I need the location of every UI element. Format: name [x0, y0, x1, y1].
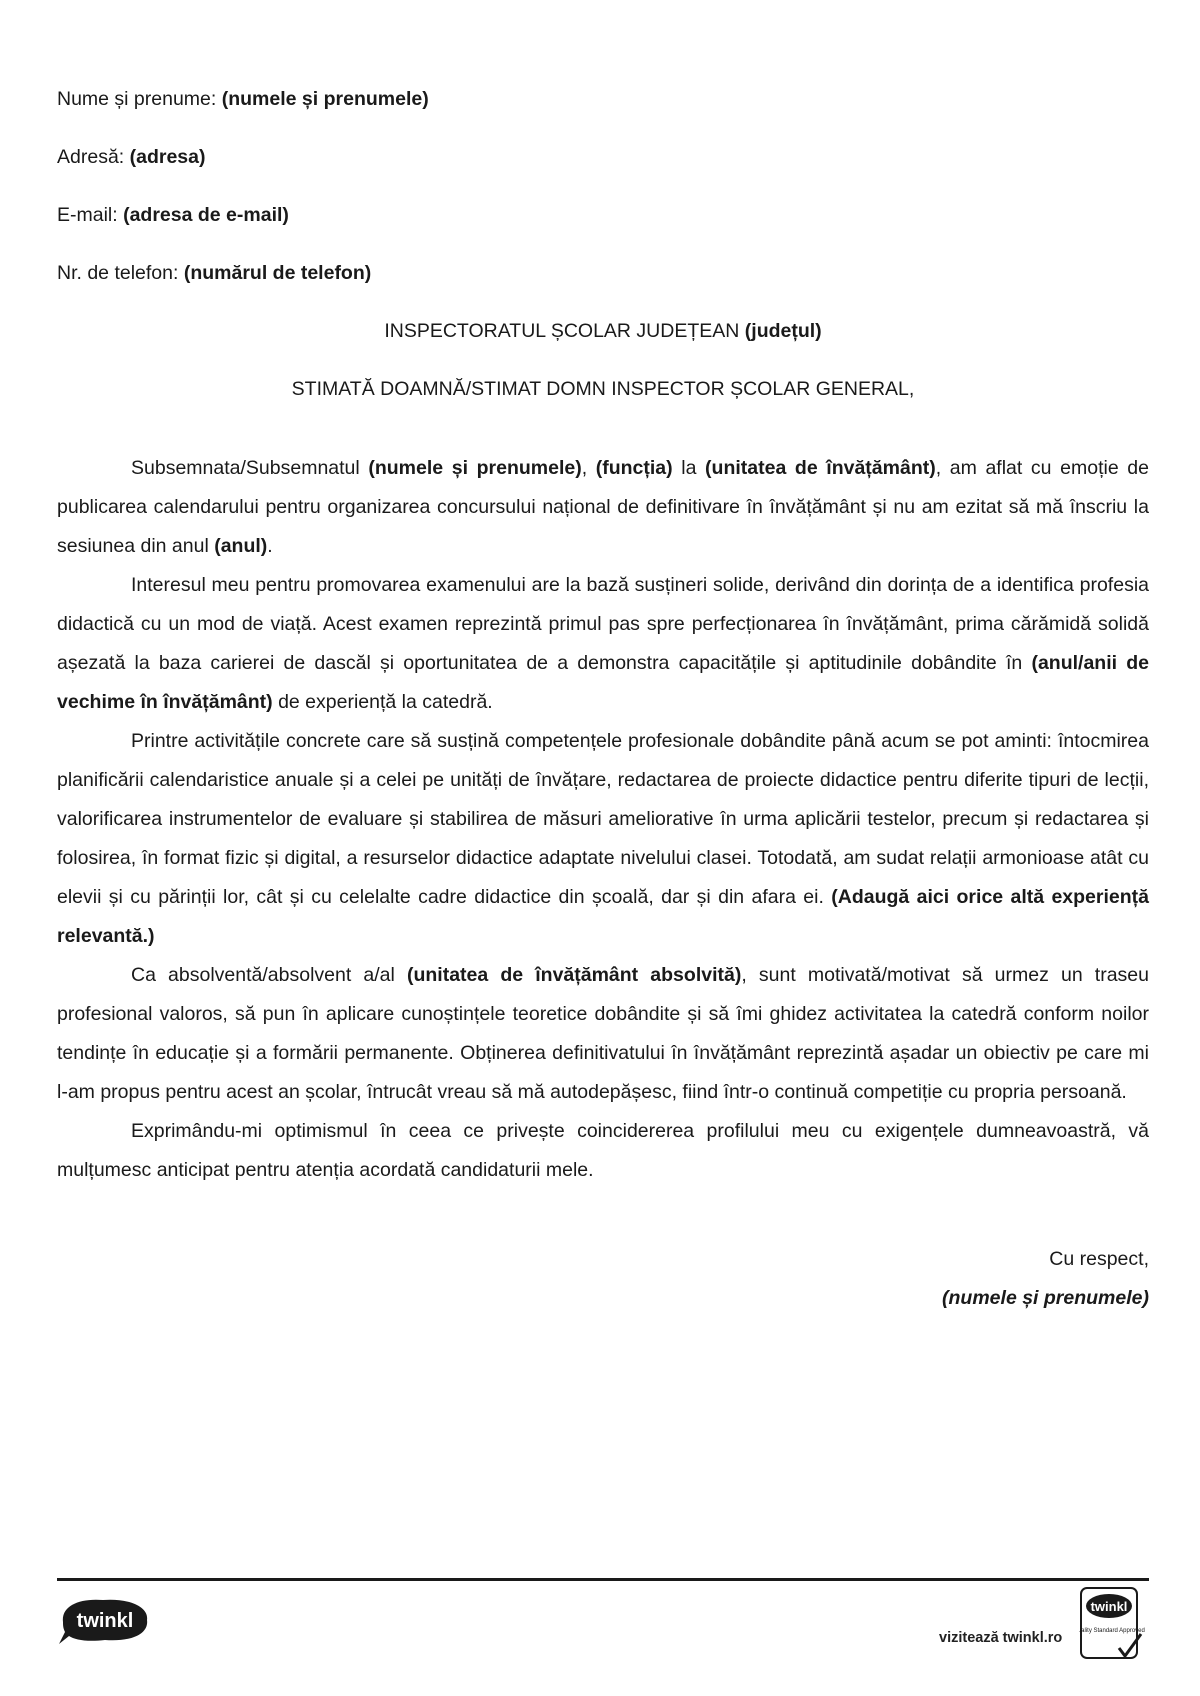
letter-body	[57, 449, 1149, 1190]
letter-page	[57, 0, 1149, 1696]
email-value: (adresa de e-mail)	[123, 204, 289, 226]
p1-text-g: , am aflat cu emoție de publicarea calendarului pentru organizarea concursului național de definitivare în învățământ și nu am ezitat să mă înscriu la sesiunea din anul	[57, 457, 1149, 557]
signature-placeholder: (numele și prenumele)	[942, 1287, 1149, 1309]
p1-placeholder-year: (anul)	[214, 535, 268, 557]
name-field	[57, 87, 429, 111]
p4-text-a: Ca absolventă/absolvent a/al	[131, 964, 407, 986]
p3-text-a: Printre activitățile concrete care să susțină competențele profesionale dobândite până acum se pot aminti: întocmirea planificării calendaristice anuale și a celei pe unități de învățare, redactarea de proiecte didactice pentru diferite tipuri de lecții, valorificarea instrumentelor de evaluare și stabilirea de măsuri ameliorative în urma aplicării testelor, precum și redactarea și folosirea, în format fizic și digital, a resurselor didactice adaptate nivelului clasei. Totodată, am sudat relații armonioase atât cu elevii și cu părinții lor, cât și cu celelalte cadre didactice din școală, dar și din afara ei.	[57, 730, 1149, 908]
phone-label: Nr. de telefon:	[57, 262, 184, 284]
p1-text-e: la	[672, 457, 706, 479]
p1-placeholder-function: (funcția)	[595, 457, 673, 479]
phone-field	[57, 261, 371, 285]
email-field	[57, 203, 289, 227]
paragraph-4	[57, 956, 1149, 1112]
institution-text: INSPECTORATUL ȘCOLAR JUDEȚEAN	[384, 320, 745, 342]
p2-text-a: Interesul meu pentru promovarea examenului are la bază susțineri solide, derivând din dorința de a identifica profesia didactică cu un mod de viață. Acest examen reprezintă primul pas spre perfecționarea în învățământ, prima cărămidă solidă așezată la baza carierei de dascăl și oportunitatea de a demonstra capacitățile și aptitudinile dobândite în	[57, 574, 1149, 674]
badge-subtext: Quality Standard Approved	[1079, 1628, 1145, 1634]
closing-regards: Cu respect,	[1049, 1248, 1149, 1270]
footer-divider	[57, 1578, 1149, 1581]
paragraph-3	[57, 722, 1149, 956]
visit-twinkl-link[interactable]: vizitează twinkl.ro	[939, 1630, 1063, 1646]
recipient-institution	[57, 319, 1149, 343]
logo-text: twinkl	[76, 1610, 134, 1632]
p1-placeholder-name: (numele și prenumele)	[368, 457, 582, 479]
p5-text-a: Exprimându-mi optimismul în ceea ce privește coincidererea profilului meu cu exigențele dumneavoastră, vă mulțumesc anticipat pentru atenția acordată candidaturii mele.	[57, 1120, 1149, 1181]
p1-text-c: ,	[581, 457, 596, 479]
badge-logo-text: twinkl	[1090, 1599, 1128, 1614]
county-value: (județul)	[744, 320, 822, 342]
p2-placeholder-seniority: (anul/anii de vechime în învățământ)	[57, 652, 1150, 713]
paragraph-1	[57, 449, 1149, 566]
address-label: Adresă:	[57, 146, 130, 168]
name-label: Nume și prenume:	[57, 88, 222, 110]
name-value: (numele și prenumele)	[221, 88, 429, 110]
p1-placeholder-school: (unitatea de învățământ)	[705, 457, 936, 479]
phone-value: (numărul de telefon)	[183, 262, 372, 284]
address-field	[57, 145, 206, 169]
salutation: STIMATĂ DOAMNĂ/STIMAT DOMN INSPECTOR ȘCOLAR GENERAL,	[291, 378, 915, 400]
email-label: E-mail:	[57, 204, 124, 226]
p1-text-a: Subsemnata/Subsemnatul	[131, 457, 369, 479]
p1-text-i: .	[267, 535, 273, 557]
p3-placeholder-experience: (Adaugă aici orice altă experiență relevantă.)	[57, 886, 1150, 947]
address-value: (adresa)	[129, 146, 206, 168]
paragraph-2	[57, 566, 1149, 722]
p4-text-c: , sunt motivată/motivat să urmez un traseu profesional valoros, să pun în aplicare cunoștințele teoretice dobândite și să îmi ghidez activitatea la catedră conform noilor tendințe în educație și a formării permanente. Obținerea definitivatului în învățământ reprezintă așadar un obiectiv pe care mi l-am propus pentru acest an școlar, întrucât vreau să mă autodepășesc, fiind într-o continuă competiție cu propria persoană.	[57, 964, 1149, 1103]
paragraph-5	[57, 1112, 1149, 1190]
quality-badge	[1079, 1586, 1145, 1670]
p4-placeholder-graduated-school: (unitatea de învățământ absolvită)	[406, 964, 742, 986]
p2-text-c: de experiență la catedră.	[272, 691, 493, 713]
twinkl-logo	[57, 1592, 153, 1654]
